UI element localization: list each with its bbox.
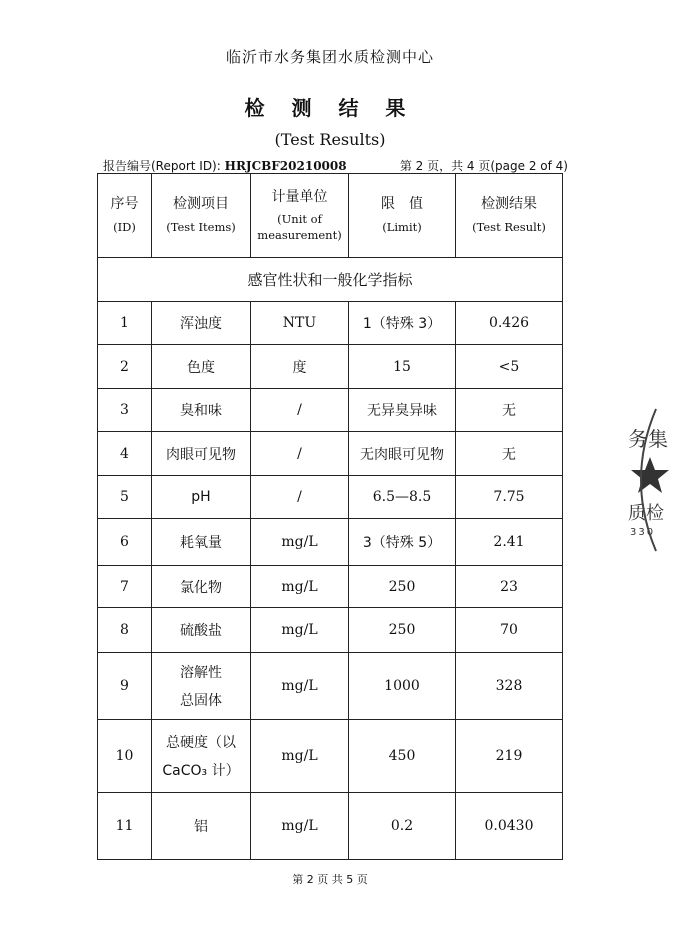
row-result: 无 bbox=[456, 432, 563, 476]
row-result: 0.0430 bbox=[456, 793, 563, 860]
table-row bbox=[98, 653, 563, 720]
row-result: 7.75 bbox=[456, 476, 563, 519]
row-id: 9 bbox=[98, 653, 152, 720]
row-result: 无 bbox=[456, 389, 563, 432]
organization-name: 临沂市水务集团水质检测中心 bbox=[225, 48, 434, 66]
row-id: 8 bbox=[98, 608, 152, 653]
col-header-id: 序号 (ID) bbox=[98, 174, 152, 258]
table-row bbox=[98, 519, 563, 566]
page-footer: 第 2 页 共 5 页 bbox=[292, 873, 368, 886]
row-item: 臭和味 bbox=[152, 389, 251, 432]
section-title: 感官性状和一般化学指标 bbox=[98, 258, 563, 302]
row-id: 7 bbox=[98, 566, 152, 608]
seal-ring bbox=[626, 405, 696, 555]
row-limit: 3（特殊 5） bbox=[349, 519, 456, 566]
row-limit: 无异臭异味 bbox=[349, 389, 456, 432]
row-unit: mg/L bbox=[251, 566, 349, 608]
row-item: pH bbox=[152, 476, 251, 519]
row-limit: 1000 bbox=[349, 653, 456, 720]
row-limit: 450 bbox=[349, 720, 456, 793]
row-unit: / bbox=[251, 389, 349, 432]
row-item: 浑浊度 bbox=[152, 302, 251, 345]
seal-text-num: 330 bbox=[630, 527, 656, 538]
row-limit: 1（特殊 3） bbox=[349, 302, 456, 345]
row-item: 溶解性 总固体 bbox=[152, 653, 251, 720]
col-header-item: 检测项目 (Test Items) bbox=[152, 174, 251, 258]
table-header-row bbox=[98, 174, 563, 258]
row-id: 2 bbox=[98, 345, 152, 389]
row-unit: mg/L bbox=[251, 608, 349, 653]
row-result: 0.426 bbox=[456, 302, 563, 345]
col-header-result: 检测结果 (Test Result) bbox=[456, 174, 563, 258]
document-subtitle: (Test Results) bbox=[274, 130, 386, 149]
row-item: 氯化物 bbox=[152, 566, 251, 608]
row-result: 23 bbox=[456, 566, 563, 608]
row-item: 硫酸盐 bbox=[152, 608, 251, 653]
table-row bbox=[98, 389, 563, 432]
table-row bbox=[98, 345, 563, 389]
row-limit: 250 bbox=[349, 608, 456, 653]
row-result: 70 bbox=[456, 608, 563, 653]
report-id-label: 报告编号(Report ID): bbox=[103, 159, 221, 173]
report-id bbox=[103, 157, 347, 174]
row-limit: 6.5—8.5 bbox=[349, 476, 456, 519]
row-limit: 15 bbox=[349, 345, 456, 389]
row-item: 肉眼可见物 bbox=[152, 432, 251, 476]
table-row bbox=[98, 608, 563, 653]
row-id: 1 bbox=[98, 302, 152, 345]
section-row bbox=[98, 258, 563, 302]
row-unit: / bbox=[251, 476, 349, 519]
row-limit: 250 bbox=[349, 566, 456, 608]
table-row bbox=[98, 302, 563, 345]
row-id: 6 bbox=[98, 519, 152, 566]
row-id: 10 bbox=[98, 720, 152, 793]
row-id: 4 bbox=[98, 432, 152, 476]
seal-text-top: 务集 bbox=[628, 427, 668, 451]
table-row bbox=[98, 793, 563, 860]
col-header-unit: 计量单位 (Unit of measurement) bbox=[251, 174, 349, 258]
document-title: 检 测 结 果 bbox=[244, 96, 416, 120]
row-id: 11 bbox=[98, 793, 152, 860]
row-result: 328 bbox=[456, 653, 563, 720]
row-limit: 0.2 bbox=[349, 793, 456, 860]
row-result: 219 bbox=[456, 720, 563, 793]
table-row bbox=[98, 476, 563, 519]
row-limit: 无肉眼可见物 bbox=[349, 432, 456, 476]
row-id: 5 bbox=[98, 476, 152, 519]
table-row bbox=[98, 432, 563, 476]
page-info: 第 2 页，共 4 页(page 2 of 4) bbox=[399, 159, 568, 173]
row-result: 2.41 bbox=[456, 519, 563, 566]
row-result: <5 bbox=[456, 345, 563, 389]
row-unit: mg/L bbox=[251, 519, 349, 566]
row-item: 总硬度（以 CaCO₃ 计） bbox=[152, 720, 251, 793]
seal-text-mid: 质检 bbox=[628, 503, 664, 524]
row-item: 耗氧量 bbox=[152, 519, 251, 566]
row-item: 色度 bbox=[152, 345, 251, 389]
report-id-value: HRJCBF20210008 bbox=[224, 159, 347, 173]
row-unit: mg/L bbox=[251, 720, 349, 793]
official-seal bbox=[626, 405, 696, 555]
row-unit: 度 bbox=[251, 345, 349, 389]
col-header-limit: 限 值 (Limit) bbox=[349, 174, 456, 258]
row-id: 3 bbox=[98, 389, 152, 432]
row-unit: NTU bbox=[251, 302, 349, 345]
table-row bbox=[98, 566, 563, 608]
row-unit: mg/L bbox=[251, 653, 349, 720]
results-table bbox=[97, 173, 563, 860]
table-row bbox=[98, 720, 563, 793]
row-item: 铝 bbox=[152, 793, 251, 860]
row-unit: / bbox=[251, 432, 349, 476]
row-unit: mg/L bbox=[251, 793, 349, 860]
